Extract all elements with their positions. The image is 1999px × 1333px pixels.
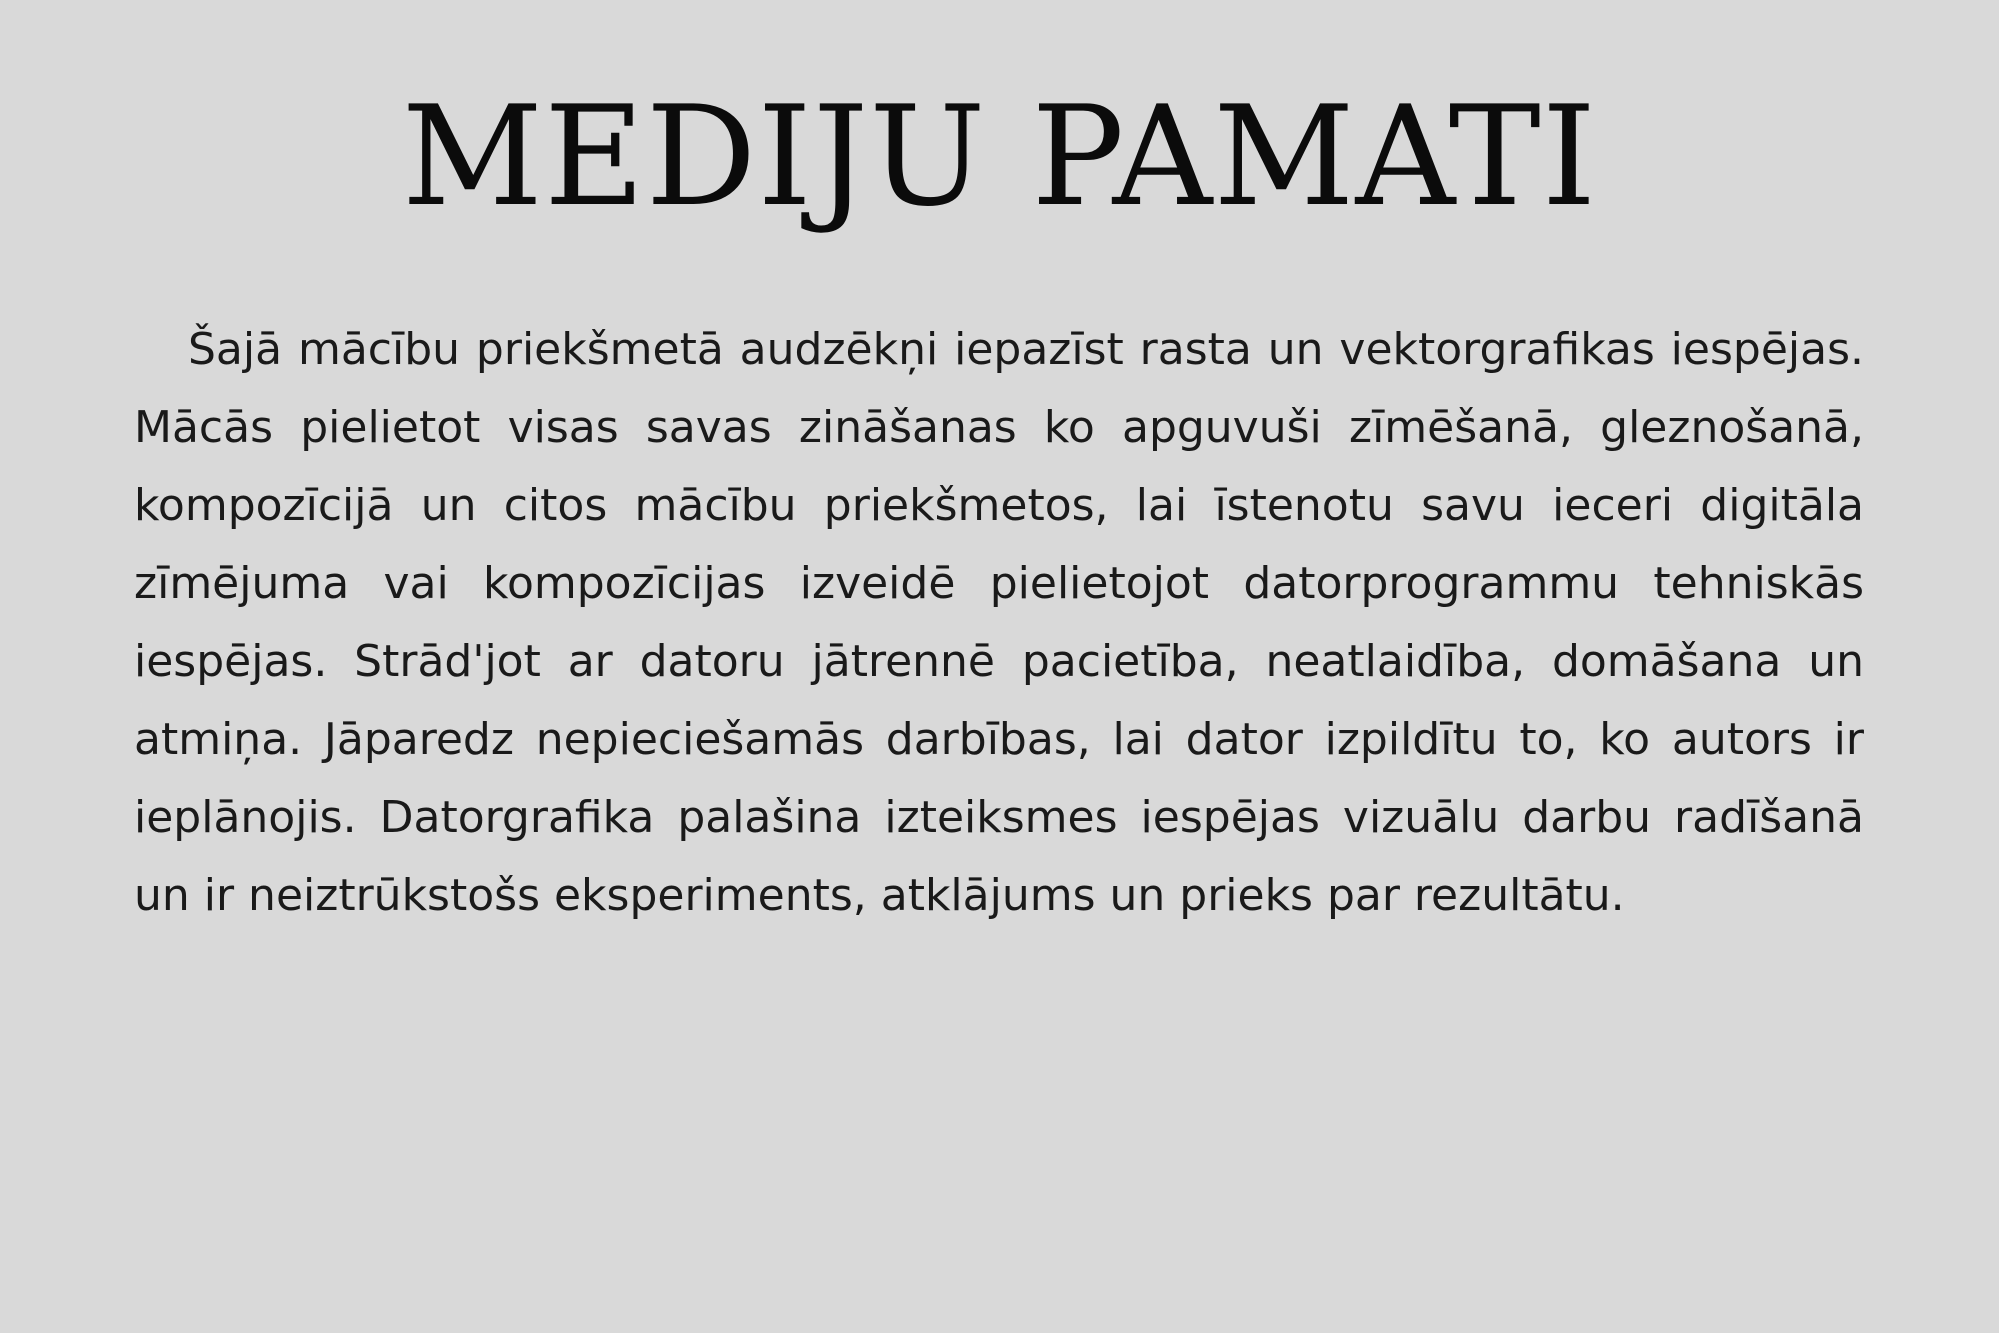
page-title: MEDIJU PAMATI	[401, 76, 1598, 237]
description-paragraph: Šajā mācību priekšmetā audzēkņi iepazīst rasta un vektorgrafikas iespējas. Mācās pielietot visas savas zināšanas ko apguvuši zīmēšanā, gleznošanā, kompozīcijā un citos mācību priekšmetos, lai īstenotu savu ieceri digitāla zīmējuma vai kompozīcijas izveidē pielietojot datorprogrammu tehniskās iespējas. Strād'jot ar datoru jātrennē pacietība, neatlaidība, domāšana un atmiņa. Jāparedz nepieciešamās darbības, lai dator izpildītu to, ko autors ir ieplānojis. Datorgrafika palašina izteiksmes iespējas vizuālu darbu radīšanā un ir neiztrūkstošs eksperiments, atklājums un prieks par rezultātu.	[134, 324, 1864, 921]
